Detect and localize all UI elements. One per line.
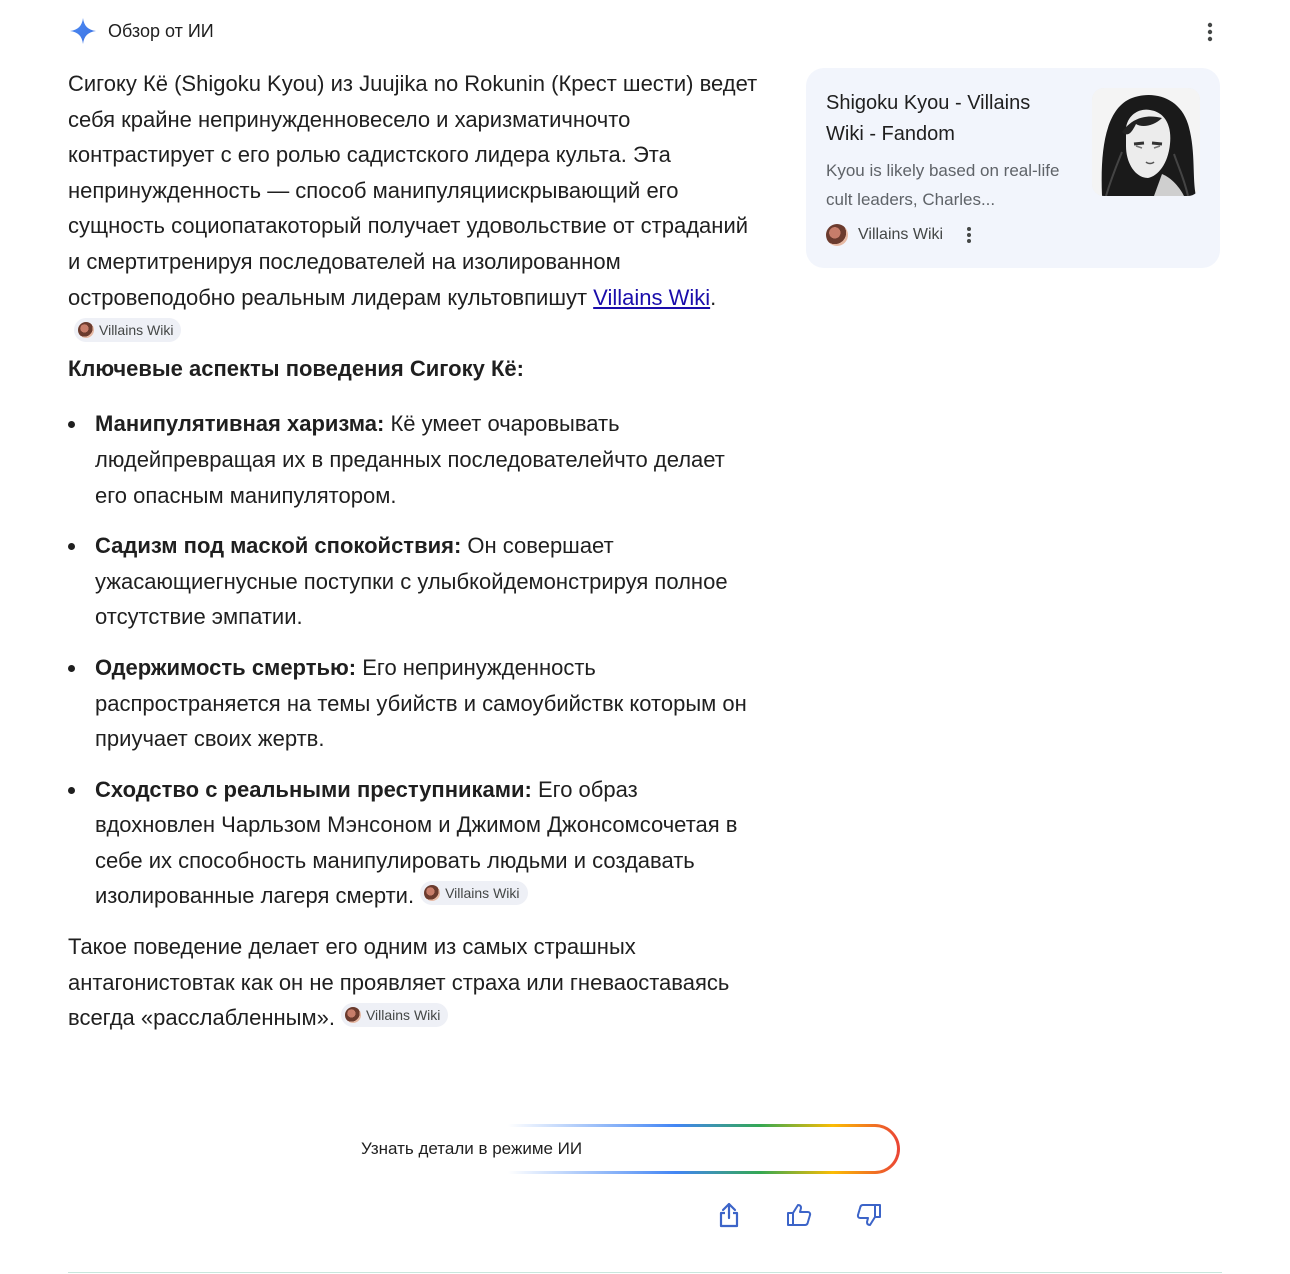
source-card-site-name: Villains Wiki	[858, 226, 944, 243]
source-card-site	[826, 224, 979, 246]
list-item	[68, 650, 758, 757]
aspects-heading: Ключевые аспекты поведения Сигоку Кё:	[68, 355, 524, 381]
aspects-list	[68, 406, 758, 914]
share-button[interactable]	[712, 1198, 746, 1232]
villains-wiki-favicon-icon	[345, 1007, 361, 1023]
thumbs-down-button[interactable]	[852, 1198, 886, 1232]
manga-character-image	[1092, 88, 1200, 196]
more-vert-icon	[966, 226, 972, 244]
aspect-title: Одержимость смертью:	[95, 654, 357, 680]
ai-mode-inner	[343, 1127, 897, 1171]
sparkle-icon	[68, 16, 98, 46]
list-item	[68, 406, 758, 513]
aspect-title: Манипулятивная харизма:	[95, 411, 385, 437]
villains-wiki-favicon-icon	[78, 322, 94, 338]
villains-wiki-link[interactable]: Villains Wiki	[593, 284, 711, 310]
overview-body	[68, 66, 758, 1036]
thumbs-down-icon	[856, 1203, 882, 1227]
section-divider	[68, 1272, 1222, 1273]
list-item	[68, 772, 758, 914]
aspect-title: Сходство с реальными преступниками:	[95, 776, 532, 802]
ai-overview-header	[68, 14, 214, 48]
aspect-text: Его образ вдохновлен Чарльзом Мэнсоном и Джимом Джонсомсочетая в себе их способность манипулировать людьми и создавать изолированные лагеря смерти.	[95, 776, 738, 909]
aspect-title: Садизм под маской спокойствия:	[95, 533, 462, 559]
source-card[interactable]	[806, 68, 1220, 268]
ai-mode-label: Узнать детали в режиме ИИ	[361, 1139, 583, 1158]
more-options-button[interactable]	[1196, 18, 1224, 46]
thumbs-up-icon	[786, 1203, 812, 1227]
closing-text: Такое поведение делает его одним из самых страшных антагонистовтак как он не проявляет страха или гневаоставаясь всегда «расслабленным».	[68, 934, 730, 1031]
source-card-title[interactable]: Shigoku Kyou - Villains Wiki - Fandom	[826, 92, 1031, 145]
intro-end: .	[710, 284, 717, 310]
source-chip[interactable]	[74, 318, 181, 342]
aspect-text: Его непринужденность распространяется на темы убийств и самоубийствк которым он приучает своих жертв.	[95, 654, 747, 752]
aspect-text: Он совершает ужасающиегнусные поступки с улыбкойдемонстрируя полное отсутствие эмпатии.	[95, 533, 728, 630]
source-card-description: Kyou is likely based on real-life cult leaders, Charles...	[826, 161, 1060, 209]
intro-paragraph	[68, 66, 758, 351]
villains-wiki-favicon-icon	[424, 885, 440, 901]
chip-label: Villains Wiki	[99, 322, 174, 339]
ai-overview-title: Обзор от ИИ	[108, 20, 214, 41]
list-item	[68, 528, 758, 635]
villains-wiki-favicon-icon	[826, 224, 848, 246]
thumbs-up-button[interactable]	[782, 1198, 816, 1232]
chip-label: Villains Wiki	[445, 885, 520, 902]
source-card-thumbnail	[1092, 88, 1200, 196]
ai-mode-button[interactable]	[340, 1124, 900, 1174]
intro-text: Сигоку Кё (Shigoku Kyou) из Juujika no Rokunin (Крест шести) ведет себя крайне непринужденновесело и харизматичночто контрастирует с его ролью садистского лидера культа. Эта непринужденность — способ манипуляциискрывающий его сущность социопатакоторый получает удовольствие от страданий и смертитренируя последователей на изолированном островеподобно реальным лидерам культовпишут	[68, 71, 758, 310]
source-chip[interactable]	[341, 1003, 448, 1027]
share-icon	[718, 1202, 740, 1228]
source-card-more-button[interactable]	[959, 225, 979, 245]
aspect-text: Кё умеет очаровывать людейпревращая их в преданных последователейчто делает его опасным манипулятором.	[95, 411, 725, 508]
feedback-actions	[712, 1198, 886, 1232]
closing-paragraph	[68, 929, 758, 1036]
chip-label: Villains Wiki	[365, 1007, 441, 1024]
more-vert-icon	[1207, 22, 1213, 42]
source-chip[interactable]	[420, 881, 527, 905]
